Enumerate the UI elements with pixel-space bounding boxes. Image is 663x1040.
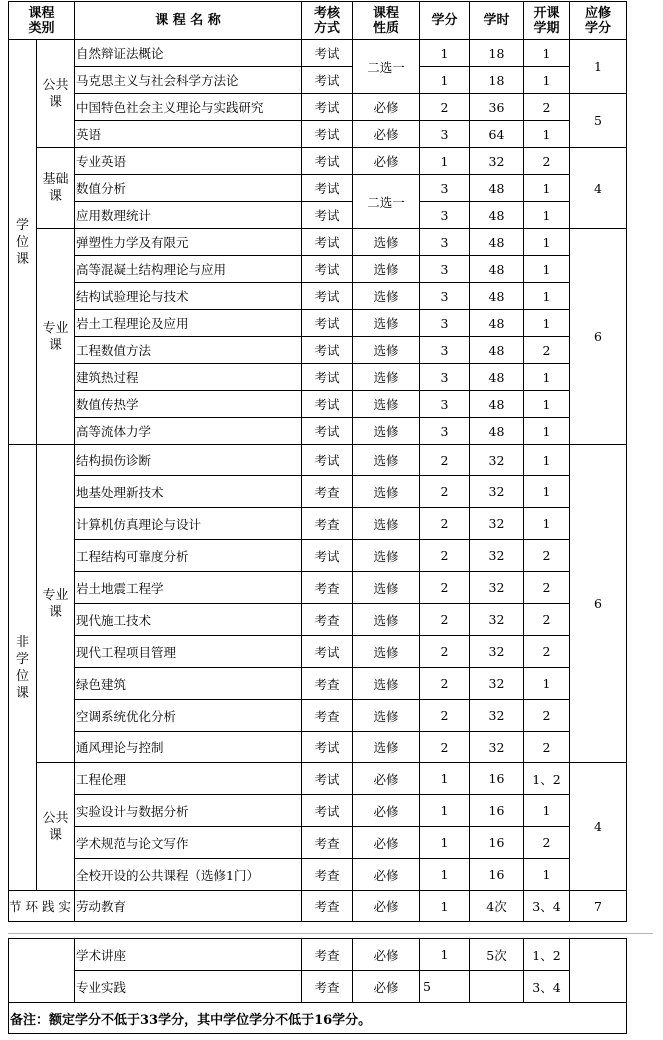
course-hours: 48 <box>470 418 524 445</box>
table-row <box>9 94 627 121</box>
course-term: 2 <box>524 700 570 732</box>
course-hours: 48 <box>470 310 524 337</box>
course-hours: 32 <box>470 636 524 668</box>
table-row <box>9 668 627 700</box>
table-row <box>9 939 627 971</box>
course-nature: 选修 <box>353 229 420 256</box>
course-nature: 选修 <box>353 668 420 700</box>
course-name: 空调系统优化分析 <box>75 700 302 732</box>
course-hours: 16 <box>470 795 524 827</box>
choose-one-a: 二选一 <box>353 40 420 94</box>
course-term: 1、2 <box>524 763 570 795</box>
table-row <box>9 310 627 337</box>
course-credit: 2 <box>420 445 470 476</box>
course-term: 2 <box>524 94 570 121</box>
course-term: 2 <box>524 604 570 636</box>
header-term: 开课 学期 <box>524 2 570 40</box>
course-exam: 考试 <box>302 418 353 445</box>
course-term: 1 <box>524 202 570 229</box>
header-name: 课 程 名 称 <box>75 2 302 40</box>
course-name: 结构试验理论与技术 <box>75 283 302 310</box>
course-nature: 选修 <box>353 540 420 572</box>
course-hours: 16 <box>470 827 524 859</box>
table-row <box>9 859 627 891</box>
table-row <box>9 121 627 148</box>
course-name: 英语 <box>75 121 302 148</box>
course-credit: 3 <box>420 256 470 283</box>
course-name: 岩土地震工程学 <box>75 572 302 604</box>
course-name: 劳动教育 <box>75 891 302 922</box>
course-name: 数值传热学 <box>75 391 302 418</box>
course-credit: 1 <box>420 891 470 922</box>
course-nature: 必修 <box>353 763 420 795</box>
course-name: 工程数值方法 <box>75 337 302 364</box>
course-exam: 考试 <box>302 540 353 572</box>
course-nature: 必修 <box>353 94 420 121</box>
course-name: 弹塑性力学及有限元 <box>75 229 302 256</box>
course-credit: 3 <box>420 175 470 202</box>
header-nature: 课程 性质 <box>353 2 420 40</box>
header-required: 应修 学分 <box>570 2 627 40</box>
course-term: 2 <box>524 148 570 175</box>
course-exam: 考试 <box>302 121 353 148</box>
course-name: 专业英语 <box>75 148 302 175</box>
group-nondegree: 非 学 位 课 <box>9 445 37 891</box>
course-name: 工程伦理 <box>75 763 302 795</box>
course-credit: 1 <box>420 67 470 94</box>
course-hours: 32 <box>470 445 524 476</box>
course-hours: 32 <box>470 732 524 763</box>
course-credit: 1 <box>420 40 470 67</box>
course-nature: 必修 <box>353 121 420 148</box>
course-term: 1 <box>524 121 570 148</box>
course-name: 高等流体力学 <box>75 418 302 445</box>
course-nature: 选修 <box>353 476 420 508</box>
footnote: 备注：额定学分不低于33学分，其中学位学分不低于16学分。 <box>9 1003 627 1034</box>
course-credit: 2 <box>420 604 470 636</box>
course-exam: 考试 <box>302 202 353 229</box>
course-exam: 考试 <box>302 256 353 283</box>
table-row <box>9 827 627 859</box>
required-nondegree-public: 4 <box>570 763 627 891</box>
course-hours: 18 <box>470 40 524 67</box>
course-exam: 考试 <box>302 364 353 391</box>
course-nature: 选修 <box>353 256 420 283</box>
group-basic: 基础 课 <box>37 148 75 229</box>
table-row <box>9 175 627 202</box>
course-exam: 考试 <box>302 148 353 175</box>
course-credit: 2 <box>420 700 470 732</box>
table-row <box>9 700 627 732</box>
course-credit: 1 <box>420 859 470 891</box>
course-hours: 16 <box>470 763 524 795</box>
course-credit: 3 <box>420 391 470 418</box>
table-row <box>9 971 627 1003</box>
required-public: 1 <box>570 40 627 94</box>
course-term: 1 <box>524 445 570 476</box>
course-credit: 2 <box>420 732 470 763</box>
required-basic: 4 <box>570 148 627 229</box>
course-name: 马克思主义与社会科学方法论 <box>75 67 302 94</box>
course-exam: 考试 <box>302 40 353 67</box>
course-term: 3、4 <box>524 971 570 1003</box>
course-name: 中国特色社会主义理论与实践研究 <box>75 94 302 121</box>
course-name: 现代施工技术 <box>75 604 302 636</box>
course-exam: 考试 <box>302 229 353 256</box>
course-name: 工程结构可靠度分析 <box>75 540 302 572</box>
course-nature: 选修 <box>353 283 420 310</box>
course-nature: 选修 <box>353 604 420 636</box>
course-term: 1、2 <box>524 939 570 971</box>
course-exam: 考试 <box>302 310 353 337</box>
course-term: 1 <box>524 668 570 700</box>
course-credit: 2 <box>420 572 470 604</box>
course-name: 建筑热过程 <box>75 364 302 391</box>
course-nature: 必修 <box>353 939 420 971</box>
course-exam: 考查 <box>302 508 353 540</box>
table-row <box>9 229 627 256</box>
course-nature: 选修 <box>353 508 420 540</box>
course-nature: 选修 <box>353 364 420 391</box>
table-row <box>9 572 627 604</box>
course-exam: 考查 <box>302 572 353 604</box>
course-hours: 32 <box>470 476 524 508</box>
course-name: 绿色建筑 <box>75 668 302 700</box>
course-credit: 2 <box>420 668 470 700</box>
table-row <box>9 256 627 283</box>
table-row <box>9 732 627 763</box>
course-name: 高等混凝土结构理论与应用 <box>75 256 302 283</box>
table-row <box>9 202 627 229</box>
course-term: 1 <box>524 418 570 445</box>
course-term: 3、4 <box>524 891 570 922</box>
table-row <box>9 148 627 175</box>
course-name: 岩土工程理论及应用 <box>75 310 302 337</box>
course-term: 1 <box>524 859 570 891</box>
course-term: 2 <box>524 337 570 364</box>
course-hours <box>470 971 524 1003</box>
course-term: 2 <box>524 636 570 668</box>
group-public-2: 公共 课 <box>37 763 75 891</box>
course-nature: 选修 <box>353 445 420 476</box>
course-hours: 48 <box>470 202 524 229</box>
note-row <box>9 1003 627 1034</box>
course-name: 计算机仿真理论与设计 <box>75 508 302 540</box>
course-nature: 必修 <box>353 971 420 1003</box>
course-nature: 选修 <box>353 700 420 732</box>
course-term: 1 <box>524 283 570 310</box>
table-row <box>9 364 627 391</box>
course-exam: 考试 <box>302 175 353 202</box>
course-hours: 32 <box>470 148 524 175</box>
course-term: 1 <box>524 256 570 283</box>
course-hours: 48 <box>470 364 524 391</box>
required-public-2: 5 <box>570 94 627 148</box>
course-name: 现代工程项目管理 <box>75 636 302 668</box>
course-exam: 考查 <box>302 668 353 700</box>
course-exam: 考查 <box>302 700 353 732</box>
table-row <box>9 391 627 418</box>
header-category: 课程 类别 <box>9 2 75 40</box>
course-hours: 5次 <box>470 939 524 971</box>
course-hours: 48 <box>470 337 524 364</box>
table-row <box>9 476 627 508</box>
course-hours: 48 <box>470 256 524 283</box>
course-hours: 64 <box>470 121 524 148</box>
course-name: 应用数理统计 <box>75 202 302 229</box>
course-name: 结构损伤诊断 <box>75 445 302 476</box>
course-nature: 选修 <box>353 337 420 364</box>
table-row <box>9 891 627 922</box>
course-nature: 必修 <box>353 859 420 891</box>
course-credit: 3 <box>420 418 470 445</box>
course-credit: 1 <box>420 795 470 827</box>
header-row <box>9 2 627 40</box>
course-term: 2 <box>524 540 570 572</box>
table-row <box>9 445 627 476</box>
course-term: 1 <box>524 40 570 67</box>
course-name: 实验设计与数据分析 <box>75 795 302 827</box>
course-term: 2 <box>524 827 570 859</box>
course-name: 全校开设的公共课程（选修1门） <box>75 859 302 891</box>
course-exam: 考查 <box>302 939 353 971</box>
course-term: 1 <box>524 229 570 256</box>
course-exam: 考试 <box>302 391 353 418</box>
course-term: 1 <box>524 67 570 94</box>
practice-blank <box>9 939 75 1003</box>
course-term: 1 <box>524 175 570 202</box>
course-exam: 考查 <box>302 476 353 508</box>
course-hours: 48 <box>470 283 524 310</box>
course-credit: 3 <box>420 337 470 364</box>
course-exam: 考试 <box>302 67 353 94</box>
course-exam: 考查 <box>302 827 353 859</box>
course-exam: 考试 <box>302 763 353 795</box>
course-hours: 32 <box>470 508 524 540</box>
table-row <box>9 337 627 364</box>
header-hours: 学时 <box>470 2 524 40</box>
course-hours: 36 <box>470 94 524 121</box>
course-credit: 2 <box>420 476 470 508</box>
table-row <box>9 540 627 572</box>
course-nature: 必修 <box>353 148 420 175</box>
course-term: 1 <box>524 476 570 508</box>
course-nature: 选修 <box>353 391 420 418</box>
course-name: 自然辩证法概论 <box>75 40 302 67</box>
course-term: 2 <box>524 732 570 763</box>
course-name: 专业实践 <box>75 971 302 1003</box>
course-hours: 18 <box>470 67 524 94</box>
course-credit: 2 <box>420 636 470 668</box>
table-row <box>9 763 627 795</box>
course-name: 地基处理新技术 <box>75 476 302 508</box>
course-hours: 48 <box>470 175 524 202</box>
required-major: 6 <box>570 229 627 445</box>
course-exam: 考查 <box>302 604 353 636</box>
course-term: 2 <box>524 572 570 604</box>
course-term: 1 <box>524 391 570 418</box>
course-exam: 考查 <box>302 891 353 922</box>
course-nature: 选修 <box>353 418 420 445</box>
course-credit: 3 <box>420 310 470 337</box>
course-term: 1 <box>524 364 570 391</box>
page-break-line <box>8 933 653 934</box>
course-hours: 48 <box>470 229 524 256</box>
course-exam: 考试 <box>302 636 353 668</box>
course-nature: 选修 <box>353 732 420 763</box>
curriculum-table-upper <box>8 1 627 922</box>
course-term: 1 <box>524 508 570 540</box>
course-credit: 5 <box>420 971 470 1003</box>
course-hours: 32 <box>470 540 524 572</box>
course-credit: 1 <box>420 148 470 175</box>
course-term: 1 <box>524 795 570 827</box>
course-exam: 考试 <box>302 94 353 121</box>
course-credit: 1 <box>420 939 470 971</box>
course-hours: 32 <box>470 668 524 700</box>
course-hours: 32 <box>470 604 524 636</box>
course-hours: 48 <box>470 391 524 418</box>
course-hours: 32 <box>470 700 524 732</box>
course-exam: 考查 <box>302 971 353 1003</box>
group-public: 公共 课 <box>37 40 75 148</box>
table-row <box>9 636 627 668</box>
curriculum-table-lower <box>8 938 627 1034</box>
course-hours: 4次 <box>470 891 524 922</box>
course-hours: 32 <box>470 572 524 604</box>
table-row <box>9 508 627 540</box>
course-nature: 必修 <box>353 827 420 859</box>
course-name: 数值分析 <box>75 175 302 202</box>
course-credit: 1 <box>420 763 470 795</box>
header-exam: 考核 方式 <box>302 2 353 40</box>
course-credit: 2 <box>420 540 470 572</box>
course-credit: 3 <box>420 121 470 148</box>
table-row <box>9 283 627 310</box>
choose-one-b: 二选一 <box>353 175 420 229</box>
table-row <box>9 40 627 67</box>
course-credit: 2 <box>420 94 470 121</box>
course-credit: 2 <box>420 508 470 540</box>
course-nature: 选修 <box>353 636 420 668</box>
required-nondegree-major: 6 <box>570 445 627 763</box>
header-credit: 学分 <box>420 2 470 40</box>
course-credit: 3 <box>420 229 470 256</box>
table-row <box>9 604 627 636</box>
table-row <box>9 67 627 94</box>
course-credit: 1 <box>420 827 470 859</box>
table-row <box>9 795 627 827</box>
course-name: 通风理论与控制 <box>75 732 302 763</box>
course-term: 1 <box>524 310 570 337</box>
course-exam: 考查 <box>302 859 353 891</box>
group-major-2: 专业 课 <box>37 445 75 763</box>
course-name: 学术讲座 <box>75 939 302 971</box>
group-major: 专业 课 <box>37 229 75 445</box>
course-exam: 考试 <box>302 445 353 476</box>
table-row <box>9 418 627 445</box>
course-hours: 16 <box>470 859 524 891</box>
course-exam: 考试 <box>302 283 353 310</box>
required-practice-blank <box>570 939 627 1003</box>
course-exam: 考试 <box>302 795 353 827</box>
course-exam: 考试 <box>302 337 353 364</box>
course-nature: 选修 <box>353 310 420 337</box>
course-credit: 3 <box>420 283 470 310</box>
course-exam: 考试 <box>302 732 353 763</box>
course-nature: 必修 <box>353 891 420 922</box>
course-credit: 3 <box>420 364 470 391</box>
course-nature: 必修 <box>353 795 420 827</box>
practice-label: 节 环 践 实 <box>9 891 75 922</box>
course-credit: 3 <box>420 202 470 229</box>
course-nature: 选修 <box>353 572 420 604</box>
course-name: 学术规范与论文写作 <box>75 827 302 859</box>
group-degree: 学 位 课 <box>9 40 37 445</box>
required-practice: 7 <box>570 891 627 922</box>
